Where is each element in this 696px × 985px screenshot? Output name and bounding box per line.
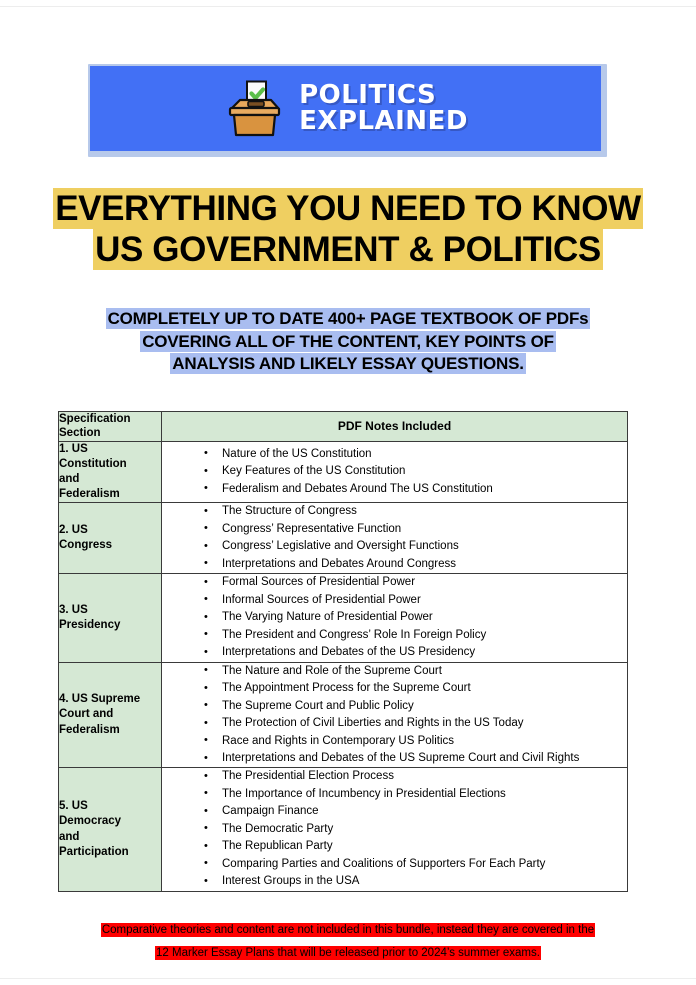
section-label-line: Congress: [59, 539, 113, 552]
headline-line-1: EVERYTHING YOU NEED TO KNOW: [55, 189, 641, 228]
list-item: • The Presidential Election Process: [222, 768, 627, 785]
section-label-line: 4. US Supreme: [59, 693, 141, 706]
notes-list: [162, 503, 627, 573]
page-edge-top: [0, 6, 696, 7]
section-label-line: and: [59, 473, 80, 486]
cell-notes-5: [162, 768, 628, 891]
footer-note-line-2: 12 Marker Essay Plans that will be released prior to 2024’s summer exams.: [156, 946, 540, 959]
page-title: [0, 188, 696, 271]
list-item: • The Protection of Civil Liberties and Rights in the US Today: [222, 715, 627, 732]
ballot-box-icon: [223, 80, 285, 138]
section-label-line: 2. US: [59, 524, 88, 537]
list-item: • Interpretations and Debates of the US Presidency: [222, 644, 627, 661]
cell-section-3: [59, 574, 162, 662]
list-item: • Formal Sources of Presidential Power: [222, 574, 627, 591]
section-label-line: 1. US: [59, 442, 88, 455]
notes-list: [162, 446, 627, 498]
list-item: • Race and Rights in Contemporary US Politics: [222, 733, 627, 750]
list-item: • Nature of the US Constitution: [222, 446, 627, 463]
list-item: • The Varying Nature of Presidential Power: [222, 609, 627, 626]
cell-section-4: [59, 662, 162, 768]
list-item: • The President and Congress’ Role In Foreign Policy: [222, 627, 627, 644]
headline-line-2: US GOVERNMENT & POLITICS: [95, 230, 601, 270]
table-row: [59, 441, 628, 503]
list-item: • The Importance of Incumbency in Presidential Elections: [222, 786, 627, 803]
section-label-line: Democracy: [59, 815, 122, 828]
banner-line-1: POLITICS: [299, 80, 437, 111]
table-body: [59, 441, 628, 891]
notes-list: [162, 768, 627, 890]
list-item: • Federalism and Debates Around The US Constitution: [222, 481, 627, 498]
subtitle-line-2: COVERING ALL OF THE CONTENT, KEY POINTS OF: [142, 331, 554, 351]
table-row: [59, 503, 628, 574]
banner-inner: [90, 66, 601, 151]
list-item: • The Appointment Process for the Supreme Court: [222, 680, 627, 697]
footer-note: [0, 918, 696, 963]
section-label-line: Constitution: [59, 457, 127, 470]
table-row: [59, 662, 628, 768]
table-row: [59, 768, 628, 891]
list-item: • The Structure of Congress: [222, 503, 627, 520]
footer-note-line-1: Comparative theories and content are not included in this bundle, instead they are covered in the: [101, 924, 595, 936]
list-item: • The Nature and Role of the Supreme Court: [222, 663, 627, 680]
cell-notes-4: [162, 662, 628, 768]
list-item: • Interpretations and Debates Around Congress: [222, 556, 627, 573]
section-label-line: Participation: [59, 845, 129, 858]
list-item: • The Democratic Party: [222, 821, 627, 838]
list-item: • Congress’ Legislative and Oversight Functions: [222, 538, 627, 555]
banner-text: [299, 80, 468, 136]
column-header-section-line-2: Section: [59, 427, 101, 440]
list-item: • Congress’ Representative Function: [222, 521, 627, 538]
section-label-line: Court and: [59, 708, 114, 721]
section-label-line: 5. US: [59, 800, 88, 813]
section-label-line: 3. US: [59, 603, 88, 616]
list-item: • The Republican Party: [222, 838, 627, 855]
notes-list: [162, 663, 627, 768]
subtitle-line-3: ANALYSIS AND LIKELY ESSAY QUESTIONS.: [172, 354, 524, 374]
cell-section-1: [59, 441, 162, 503]
list-item: • Informal Sources of Presidential Power: [222, 592, 627, 609]
section-label-line: Federalism: [59, 723, 120, 736]
list-item: • Key Features of the US Constitution: [222, 463, 627, 480]
subtitle-line-1: COMPLETELY UP TO DATE 400+ PAGE TEXTBOOK OF PDFs: [107, 309, 589, 328]
banner-line-2: EXPLAINED: [299, 105, 468, 136]
cell-notes-3: [162, 574, 628, 662]
cell-section-2: [59, 503, 162, 574]
column-header-notes: PDF Notes Included: [162, 412, 628, 442]
cell-section-5: [59, 768, 162, 891]
table-row: [59, 574, 628, 662]
notes-list: [162, 574, 627, 661]
page-subtitle: [0, 308, 696, 376]
column-header-section: [59, 412, 162, 442]
list-item: • Comparing Parties and Coalitions of Supporters For Each Party: [222, 856, 627, 873]
cell-notes-2: [162, 503, 628, 574]
list-item: • Interpretations and Debates of the US Supreme Court and Civil Rights: [222, 750, 627, 767]
section-label-line: Federalism: [59, 488, 120, 501]
column-header-section-line-1: Specification: [59, 413, 131, 425]
list-item: • The Supreme Court and Public Policy: [222, 698, 627, 715]
list-item: • Interest Groups in the USA: [222, 873, 627, 890]
section-label-line: Presidency: [59, 618, 121, 631]
section-label-line: and: [59, 830, 80, 843]
list-item: • Campaign Finance: [222, 803, 627, 820]
cell-notes-1: [162, 441, 628, 503]
brand-banner: [88, 64, 607, 157]
page-edge-bottom: [0, 978, 696, 979]
table-header-row: [59, 412, 628, 442]
specification-table: [58, 411, 628, 892]
